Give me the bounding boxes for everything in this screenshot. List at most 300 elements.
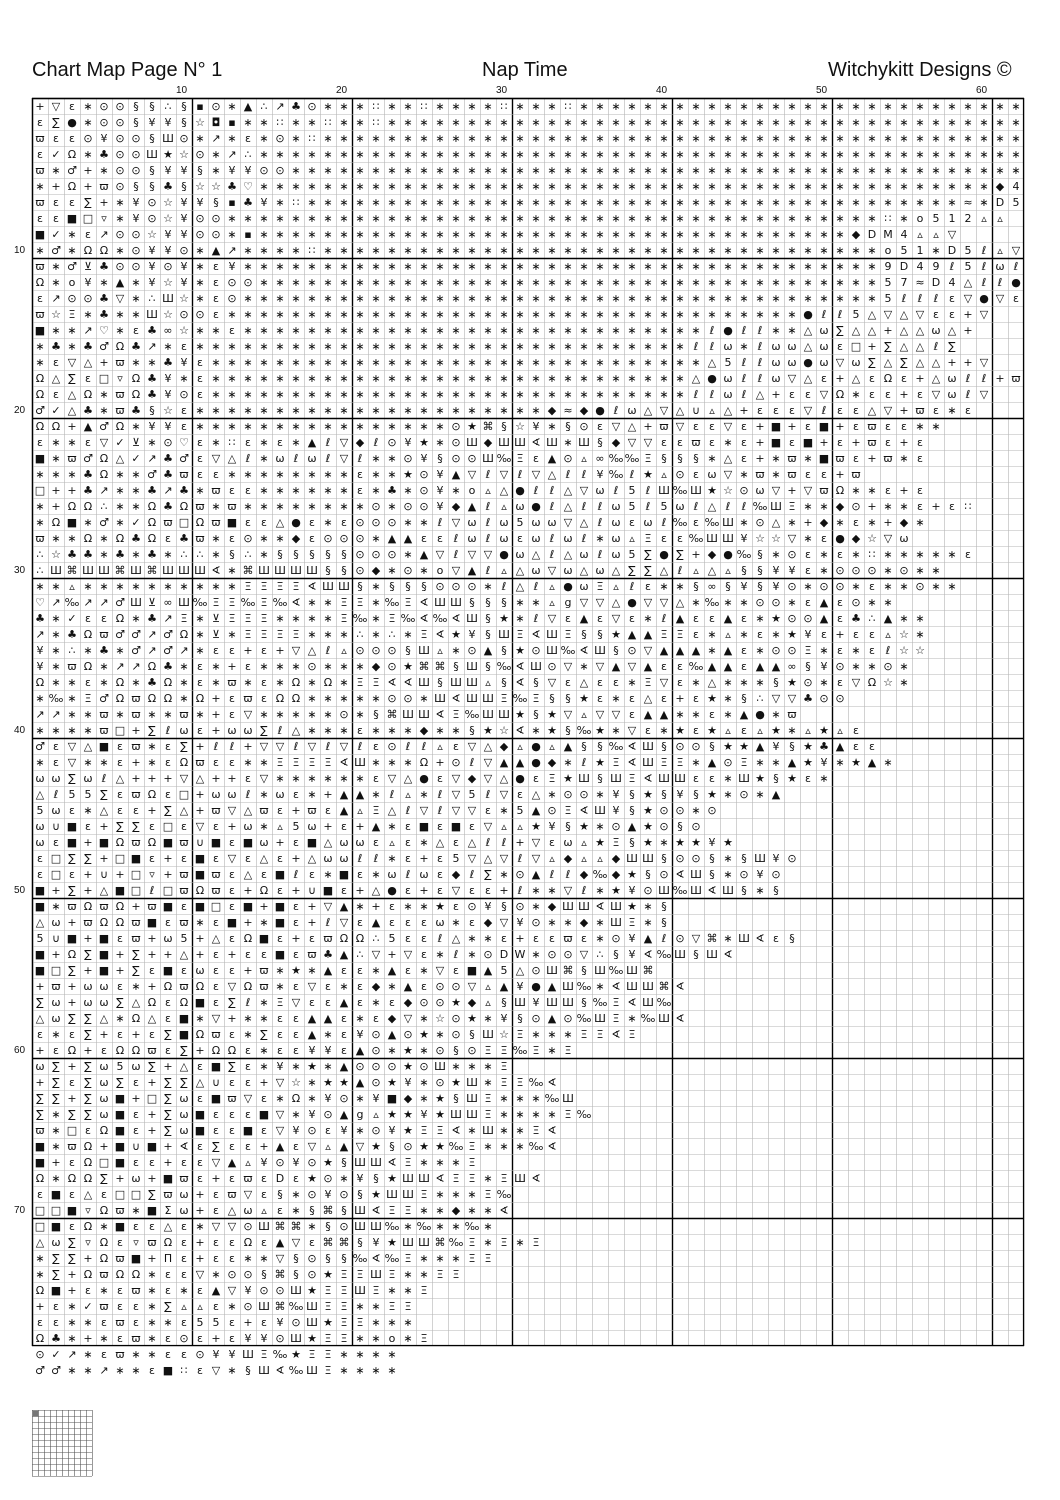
stitch-symbol: ω — [179, 1108, 189, 1121]
stitch-symbol: △ — [531, 788, 541, 801]
stitch-symbol: △ — [803, 340, 813, 353]
stitch-symbol: ∗ — [995, 100, 1005, 113]
stitch-symbol: ⊙ — [659, 868, 669, 881]
stitch-symbol: ε — [133, 1108, 139, 1121]
stitch-symbol: ∗ — [835, 116, 845, 129]
stitch-symbol: ε — [421, 980, 427, 993]
stitch-symbol: ∗ — [787, 724, 797, 737]
stitch-symbol: ♣ — [163, 660, 173, 673]
stitch-symbol: ∗ — [627, 228, 637, 241]
stitch-symbol: ∗ — [611, 196, 621, 209]
stitch-symbol: ∗ — [499, 324, 509, 337]
stitch-symbol: ⊙ — [275, 1156, 285, 1169]
stitch-symbol: ∗ — [451, 388, 461, 401]
stitch-symbol: Ш — [642, 740, 654, 753]
stitch-symbol: ⊙ — [387, 644, 397, 657]
stitch-symbol: ∗ — [707, 244, 717, 257]
stitch-symbol: 5 — [212, 1316, 220, 1329]
stitch-symbol: Ω — [115, 836, 125, 849]
stitch-symbol: ∗ — [723, 148, 733, 161]
stitch-symbol: ∑ — [164, 1092, 172, 1105]
stitch-symbol: ⊙ — [691, 852, 701, 865]
stitch-symbol: ω — [339, 836, 349, 849]
stitch-symbol: Ξ — [324, 1364, 332, 1377]
stitch-symbol: ▽ — [339, 452, 349, 465]
stitch-symbol: ε — [485, 884, 491, 897]
stitch-symbol: ε — [357, 996, 363, 1009]
stitch-symbol: ∗ — [515, 372, 525, 385]
stitch-symbol: ℓ — [245, 452, 251, 465]
stitch-symbol: ϖ — [131, 836, 141, 849]
stitch-symbol: ϖ — [211, 484, 221, 497]
stitch-symbol: ‰ — [400, 612, 416, 625]
stitch-symbol: ω — [211, 788, 221, 801]
stitch-symbol: ∗ — [83, 148, 93, 161]
stitch-symbol: ∗ — [659, 340, 669, 353]
stitch-symbol: ℓ — [485, 500, 491, 513]
stitch-symbol: ∗ — [339, 692, 349, 705]
stitch-symbol: ⊙ — [659, 804, 669, 817]
stitch-symbol: ∗ — [83, 708, 93, 721]
stitch-symbol: Ш — [466, 612, 478, 625]
stitch-symbol: ★ — [547, 724, 557, 737]
stitch-symbol: ∗ — [51, 1124, 61, 1137]
stitch-symbol: ∗ — [483, 356, 493, 369]
stitch-symbol: △ — [675, 596, 685, 609]
stitch-symbol: ■ — [34, 1140, 46, 1153]
stitch-symbol: ℓ — [549, 532, 555, 545]
stitch-symbol: ω — [579, 548, 589, 561]
stitch-symbol: ¥ — [532, 420, 540, 433]
stitch-symbol: ▽ — [99, 436, 109, 449]
stitch-symbol: ∗ — [131, 980, 141, 993]
stitch-symbol: ∴ — [244, 148, 252, 161]
stitch-symbol: ‰ — [352, 1252, 368, 1265]
stitch-symbol: Ш — [690, 484, 702, 497]
stitch-symbol: ∗ — [835, 148, 845, 161]
stitch-symbol: + — [163, 772, 173, 785]
stitch-symbol: Ξ — [260, 1348, 268, 1361]
stitch-symbol: ▽ — [483, 772, 493, 785]
stitch-symbol: Ш — [578, 900, 590, 913]
stitch-symbol: ■ — [322, 884, 334, 897]
stitch-symbol: ◆ — [611, 436, 621, 449]
stitch-symbol: ∗ — [51, 580, 61, 593]
stitch-symbol: ∗ — [915, 628, 925, 641]
stitch-symbol: ● — [627, 596, 637, 609]
stitch-symbol: + — [387, 948, 397, 961]
stitch-symbol: ℓ — [677, 564, 683, 577]
stitch-symbol: ℓ — [597, 500, 603, 513]
stitch-symbol: ∗ — [387, 276, 397, 289]
stitch-symbol: ∗ — [563, 324, 573, 337]
stitch-symbol: Ξ — [324, 756, 332, 769]
stitch-symbol: ▲ — [547, 1012, 557, 1025]
stitch-symbol: ♣ — [83, 484, 93, 497]
stitch-symbol: ∗ — [387, 372, 397, 385]
stitch-symbol: ♂ — [67, 164, 77, 177]
stitch-symbol: ∢ — [499, 1204, 509, 1217]
stitch-symbol: ∗ — [547, 1028, 557, 1041]
stitch-symbol: Ξ — [340, 1316, 348, 1329]
stitch-symbol: ∗ — [851, 132, 861, 145]
stitch-symbol: ∗ — [371, 164, 381, 177]
stitch-symbol: ⌘ — [274, 1220, 286, 1233]
stitch-symbol: ∞ — [787, 660, 797, 673]
stitch-symbol: ∗ — [211, 500, 221, 513]
stitch-symbol: ∗ — [371, 1364, 381, 1377]
stitch-symbol: ⊙ — [467, 1044, 477, 1057]
stitch-symbol: ▽ — [451, 788, 461, 801]
stitch-symbol: ϖ — [131, 932, 141, 945]
stitch-symbol: Ξ — [436, 1268, 444, 1281]
stitch-symbol: ∗ — [323, 372, 333, 385]
stitch-symbol: ↗ — [83, 324, 93, 337]
stitch-symbol: ∗ — [211, 548, 221, 561]
stitch-symbol: ¥ — [420, 452, 428, 465]
stitch-symbol: ∗ — [67, 1300, 77, 1313]
stitch-symbol: 4 — [900, 228, 908, 241]
stitch-symbol: Ω — [867, 676, 877, 689]
stitch-symbol: ∗ — [355, 372, 365, 385]
stitch-symbol: ∗ — [387, 308, 397, 321]
stitch-symbol: ∗ — [339, 228, 349, 241]
stitch-symbol: Ξ — [500, 1236, 508, 1249]
stitch-symbol: ∗ — [259, 308, 269, 321]
stitch-symbol: ∗ — [419, 196, 429, 209]
stitch-symbol: ∗ — [739, 132, 749, 145]
stitch-symbol: ∗ — [387, 244, 397, 257]
stitch-symbol: ∗ — [419, 356, 429, 369]
stitch-symbol: ∗ — [851, 292, 861, 305]
stitch-symbol: ▵ — [69, 580, 75, 593]
stitch-symbol: § — [709, 868, 715, 881]
stitch-symbol: ∷ — [868, 548, 876, 561]
stitch-symbol: ℓ — [629, 580, 635, 593]
stitch-symbol: ω — [787, 356, 797, 369]
stitch-symbol: △ — [227, 452, 237, 465]
stitch-symbol: Ξ — [660, 756, 668, 769]
stitch-symbol: ∢ — [627, 996, 637, 1009]
stitch-symbol: ▽ — [659, 676, 669, 689]
stitch-symbol: ∗ — [723, 180, 733, 193]
stitch-symbol: Ш — [194, 564, 206, 577]
stitch-symbol: ∑ — [644, 548, 652, 561]
stitch-symbol: ∗ — [739, 100, 749, 113]
stitch-symbol: ∗ — [675, 212, 685, 225]
stitch-symbol: ∗ — [403, 1284, 413, 1297]
stitch-symbol: ∗ — [323, 340, 333, 353]
stitch-symbol: ℓ — [453, 532, 459, 545]
stitch-symbol: ∗ — [739, 308, 749, 321]
stitch-symbol: ∗ — [323, 660, 333, 673]
stitch-symbol: 9 — [932, 260, 940, 273]
stitch-symbol: ▵ — [485, 484, 491, 497]
stitch-symbol: ∗ — [739, 260, 749, 273]
stitch-symbol: ▽ — [643, 436, 653, 449]
stitch-symbol: ∢ — [451, 692, 461, 705]
stitch-symbol: § — [133, 100, 139, 113]
stitch-symbol: ε — [213, 948, 219, 961]
stitch-symbol: ∗ — [483, 180, 493, 193]
stitch-symbol: 5 — [1012, 196, 1020, 209]
stitch-symbol: ‰ — [384, 1252, 400, 1265]
stitch-symbol: ∢ — [579, 804, 589, 817]
stitch-symbol: ▽ — [211, 452, 221, 465]
stitch-symbol: ∗ — [147, 1348, 157, 1361]
stitch-symbol: Ш — [402, 1172, 414, 1185]
stitch-symbol: ε — [837, 404, 843, 417]
stitch-symbol: ℓ — [485, 836, 491, 849]
stitch-symbol: + — [35, 1076, 45, 1089]
stitch-symbol: ⊙ — [547, 804, 557, 817]
stitch-symbol: ∗ — [323, 260, 333, 273]
stitch-symbol: ϖ — [195, 500, 205, 513]
stitch-symbol: § — [341, 564, 347, 577]
stitch-symbol: ↗ — [131, 660, 141, 673]
stitch-symbol: ■ — [338, 868, 350, 881]
stitch-symbol: ∑ — [52, 1268, 60, 1281]
stitch-symbol: ∗ — [691, 308, 701, 321]
stitch-symbol: ✓ — [83, 1300, 93, 1313]
stitch-symbol: ∑ — [68, 852, 76, 865]
stitch-symbol: ℓ — [149, 884, 155, 897]
stitch-symbol: + — [259, 1140, 269, 1153]
stitch-symbol: ∗ — [563, 436, 573, 449]
stitch-symbol: ∗ — [419, 788, 429, 801]
stitch-symbol: ϖ — [35, 532, 45, 545]
stitch-symbol: ∗ — [531, 212, 541, 225]
stitch-symbol: ■ — [66, 212, 78, 225]
stitch-symbol: ⊙ — [355, 1060, 365, 1073]
stitch-symbol: ε — [165, 1268, 171, 1281]
stitch-symbol: ▲ — [643, 628, 653, 641]
stitch-symbol: Ш — [610, 900, 622, 913]
stitch-symbol: ∗ — [563, 340, 573, 353]
stitch-symbol: ∗ — [739, 212, 749, 225]
stitch-symbol: Ξ — [500, 1172, 508, 1185]
stitch-symbol: ∗ — [339, 468, 349, 481]
stitch-symbol: ∗ — [243, 404, 253, 417]
stitch-symbol: ω — [99, 996, 109, 1009]
stitch-symbol: ∗ — [275, 228, 285, 241]
stitch-symbol: ε — [325, 980, 331, 993]
stitch-symbol: ∗ — [883, 596, 893, 609]
stitch-symbol: ω — [51, 1012, 61, 1025]
stitch-symbol: ∗ — [275, 420, 285, 433]
stitch-symbol: ∗ — [307, 484, 317, 497]
stitch-symbol: ▽ — [611, 420, 621, 433]
stitch-symbol: ∗ — [723, 708, 733, 721]
stitch-symbol: + — [35, 1044, 45, 1057]
stitch-symbol: ∗ — [307, 1076, 317, 1089]
stitch-symbol: ϖ — [835, 452, 845, 465]
stitch-symbol: Ω — [131, 372, 141, 385]
stitch-symbol: △ — [99, 884, 109, 897]
stitch-symbol: ∗ — [259, 532, 269, 545]
stitch-symbol: ∗ — [403, 1316, 413, 1329]
stitch-symbol: ◆ — [579, 868, 589, 881]
stitch-symbol: + — [835, 628, 845, 641]
stitch-symbol: ♂ — [99, 340, 109, 353]
stitch-symbol: W — [514, 948, 526, 961]
stitch-symbol: ∗ — [307, 628, 317, 641]
stitch-symbol: ∗ — [515, 100, 525, 113]
stitch-symbol: Ш — [82, 564, 94, 577]
stitch-symbol: ▽ — [499, 788, 509, 801]
stitch-symbol: ∗ — [499, 868, 509, 881]
stitch-symbol: ∴ — [356, 948, 364, 961]
stitch-symbol: + — [867, 340, 877, 353]
stitch-symbol: ∗ — [435, 292, 445, 305]
stitch-symbol: ⊙ — [115, 180, 125, 193]
stitch-symbol: ∗ — [355, 1012, 365, 1025]
row-number: 40 — [14, 725, 26, 736]
stitch-symbol: Ξ — [612, 836, 620, 849]
stitch-symbol: ‰ — [576, 1012, 592, 1025]
stitch-symbol: ∗ — [483, 308, 493, 321]
stitch-symbol: ∗ — [307, 148, 317, 161]
stitch-symbol: + — [291, 932, 301, 945]
stitch-symbol: Ш — [706, 948, 718, 961]
stitch-symbol: ∗ — [675, 116, 685, 129]
stitch-symbol: ε — [677, 676, 683, 689]
stitch-symbol: Ξ — [516, 1028, 524, 1041]
stitch-symbol: Ξ — [612, 756, 620, 769]
stitch-symbol: + — [739, 404, 749, 417]
stitch-symbol: ∑ — [84, 1028, 92, 1041]
stitch-symbol: § — [325, 564, 331, 577]
stitch-symbol: + — [899, 436, 909, 449]
stitch-symbol: + — [515, 932, 525, 945]
stitch-symbol: ε — [229, 756, 235, 769]
stitch-symbol: ◆ — [819, 516, 829, 529]
stitch-symbol: ‰ — [656, 996, 672, 1009]
stitch-symbol: ω — [307, 452, 317, 465]
stitch-symbol: △ — [51, 372, 61, 385]
stitch-symbol: ▽ — [915, 308, 925, 321]
stitch-symbol: + — [195, 932, 205, 945]
stitch-symbol: ε — [229, 324, 235, 337]
stitch-symbol: ▲ — [707, 660, 717, 673]
stitch-symbol: ▵ — [549, 740, 555, 753]
stitch-symbol: ⊙ — [515, 868, 525, 881]
stitch-symbol: § — [741, 564, 747, 577]
stitch-symbol: ε — [309, 516, 315, 529]
stitch-symbol: ▽ — [227, 852, 237, 865]
stitch-symbol: ∗ — [275, 244, 285, 257]
stitch-symbol: ● — [531, 500, 541, 513]
stitch-symbol: + — [835, 372, 845, 385]
stitch-symbol: § — [133, 116, 139, 129]
stitch-symbol: ∗ — [867, 244, 877, 257]
stitch-symbol: ∗ — [339, 372, 349, 385]
stitch-symbol: ∗ — [355, 692, 365, 705]
stitch-symbol: ∗ — [371, 756, 381, 769]
stitch-symbol: ∗ — [323, 212, 333, 225]
stitch-symbol: ∗ — [291, 340, 301, 353]
stitch-symbol: ∗ — [691, 260, 701, 273]
stitch-symbol: ★ — [419, 1028, 429, 1041]
stitch-symbol: ε — [277, 932, 283, 945]
stitch-symbol: ∗ — [595, 244, 605, 257]
stitch-symbol: § — [149, 100, 155, 113]
stitch-symbol: + — [147, 1076, 157, 1089]
stitch-symbol: ∗ — [531, 724, 541, 737]
legend-mini-grid — [32, 1410, 94, 1476]
stitch-symbol: § — [213, 196, 219, 209]
stitch-symbol: 5 — [628, 500, 636, 513]
stitch-symbol: ℓ — [693, 388, 699, 401]
stitch-symbol: ε — [53, 756, 59, 769]
stitch-symbol: ω — [35, 772, 45, 785]
stitch-symbol: ∗ — [611, 148, 621, 161]
stitch-symbol: ‰ — [688, 532, 704, 545]
stitch-symbol: ω — [179, 1188, 189, 1201]
stitch-symbol: § — [357, 580, 363, 593]
stitch-symbol: ∗ — [275, 676, 285, 689]
stitch-symbol: ∗ — [419, 292, 429, 305]
stitch-symbol: Ш — [258, 1364, 270, 1377]
stitch-symbol: § — [309, 548, 315, 561]
stitch-symbol: ∗ — [355, 228, 365, 241]
stitch-symbol: ∢ — [275, 1364, 285, 1377]
stitch-symbol: ∗ — [99, 1284, 109, 1297]
stitch-symbol: + — [83, 836, 93, 849]
stitch-symbol: ★ — [707, 724, 717, 737]
stitch-symbol: ▽ — [723, 420, 733, 433]
stitch-symbol: ∗ — [483, 1204, 493, 1217]
stitch-symbol: Ξ — [644, 676, 652, 689]
stitch-symbol: + — [899, 404, 909, 417]
stitch-symbol: ● — [707, 372, 717, 385]
stitch-symbol: ∗ — [211, 372, 221, 385]
stitch-symbol: ε — [949, 308, 955, 321]
stitch-symbol: ∗ — [499, 164, 509, 177]
stitch-symbol: △ — [387, 804, 397, 817]
stitch-symbol: ∗ — [755, 292, 765, 305]
stitch-symbol: § — [261, 1268, 267, 1281]
stitch-symbol: ∗ — [499, 804, 509, 817]
stitch-symbol: Ω — [83, 1220, 93, 1233]
stitch-symbol: ■ — [194, 852, 206, 865]
stitch-symbol: ω — [179, 1124, 189, 1137]
stitch-symbol: ∗ — [163, 340, 173, 353]
stitch-symbol: ▽ — [499, 468, 509, 481]
stitch-symbol: ⊙ — [563, 1012, 573, 1025]
stitch-symbol: ∗ — [691, 180, 701, 193]
stitch-symbol: ◆ — [483, 916, 493, 929]
stitch-symbol: ε — [229, 1124, 235, 1137]
stitch-symbol: ϖ — [819, 484, 829, 497]
stitch-symbol: □ — [114, 1188, 126, 1201]
stitch-symbol: D — [947, 244, 957, 257]
stitch-symbol: ⌘ — [706, 932, 718, 945]
stitch-symbol: ∗ — [195, 340, 205, 353]
stitch-symbol: ∗ — [659, 388, 669, 401]
stitch-symbol: ∗ — [867, 660, 877, 673]
stitch-symbol: + — [675, 692, 685, 705]
stitch-symbol: ϖ — [163, 1188, 173, 1201]
stitch-symbol: ‰ — [496, 660, 512, 673]
stitch-symbol: ∗ — [755, 228, 765, 241]
stitch-symbol: ¥ — [756, 868, 764, 881]
stitch-symbol: ▲ — [643, 660, 653, 673]
stitch-symbol: ▽ — [307, 980, 317, 993]
stitch-symbol: ∗ — [291, 132, 301, 145]
stitch-symbol: ε — [181, 1252, 187, 1265]
stitch-symbol: ‰ — [592, 996, 608, 1009]
